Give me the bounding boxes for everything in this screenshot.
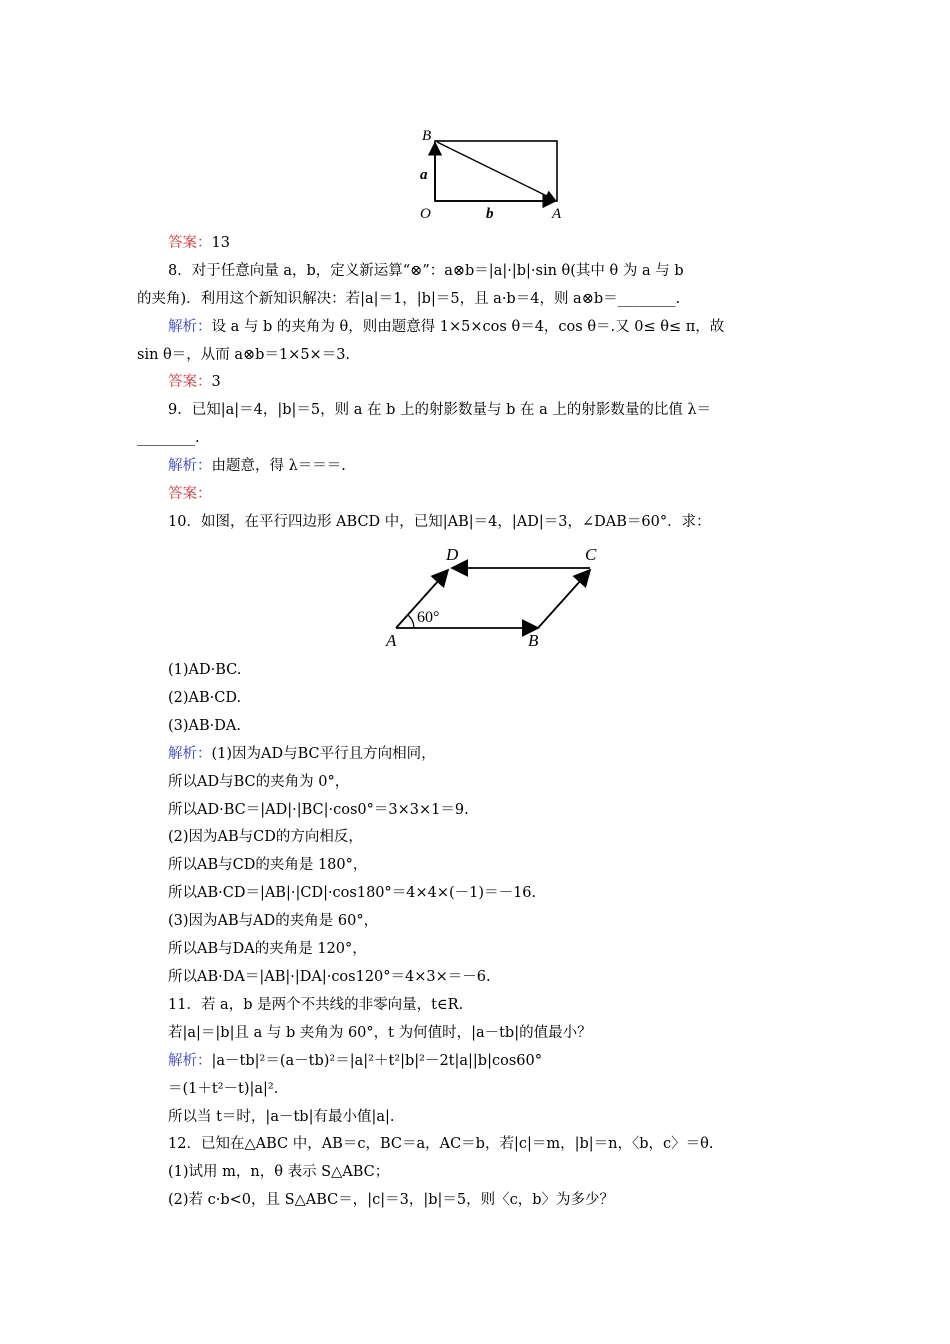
analysis-8-line-2: sin θ＝，从而 a⊗b＝1×5×＝3. [137, 347, 351, 363]
label-B: B [528, 631, 539, 650]
label-B: B [422, 128, 432, 144]
analysis-text: 由题意，得 λ＝＝＝. [211, 458, 346, 474]
vector-BC-arrow [538, 570, 590, 628]
analysis-10-line-3: 所以AD·BC＝|AD|·|BC|·cos0°＝3×3×1＝9. [168, 802, 469, 818]
analysis-label: 解析： [168, 1053, 212, 1069]
analysis-10-line-2: 所以AD与BC的夹角为 0°， [168, 774, 350, 790]
label-A: A [552, 206, 562, 222]
label-C: C [585, 545, 597, 564]
analysis-10-line-5: 所以AB与CD的夹角是 180°， [168, 857, 368, 873]
analysis-8-line-1 [168, 317, 724, 337]
figure-parallelogram [380, 540, 610, 655]
analysis-10-line-6: 所以AB·CD＝|AB|·|CD|·cos180°＝4×4×(－1)＝－16. [168, 885, 537, 901]
answer-line-8 [168, 372, 221, 392]
label-b: b [486, 206, 494, 222]
analysis-text: |a－tb|²＝(a－tb)²＝|a|²＋t²|b|²－2t|a||b|cos60° [211, 1053, 542, 1069]
question-9-line-1: 9．已知|a|＝4，|b|＝5，则 a 在 b 上的射影数量与 b 在 a 上的射影数量的比值 λ＝ [168, 402, 712, 418]
answer-text: 3 [211, 374, 221, 390]
analysis-11-line-1 [168, 1051, 542, 1071]
answer-label: 答案： [168, 486, 212, 502]
answer-line-9 [168, 484, 212, 504]
question-10-line: 10．如图，在平行四边形 ABCD 中，已知|AB|＝4，|AD|＝3，∠DAB＝60°．求： [168, 514, 711, 530]
analysis-text: 设 a 与 b 的夹角为 θ，则由题意得 1×5×cos θ＝4，cos θ＝.又 0≤ θ≤ π，故 [211, 319, 725, 335]
analysis-label: 解析： [168, 458, 212, 474]
question-8-line-1: 8．对于任意向量 a，b，定义新运算“⊗”：a⊗b＝|a|·|b|·sin θ(其中 θ 为 a 与 b [168, 263, 684, 279]
angle-label: 60° [417, 609, 440, 626]
question-10-part-1: (1)AD·BC. [168, 662, 242, 678]
analysis-label: 解析： [168, 746, 212, 762]
analysis-10-line-4: (2)因为AB与CD的方向相反， [168, 829, 363, 845]
question-12-part-1: (1)试用 m，n，θ 表示 S△ABC； [168, 1164, 390, 1180]
analysis-11-line-2: ＝(1＋t²－t)|a|². [168, 1081, 279, 1097]
analysis-9-line [168, 456, 346, 476]
analysis-10-line-9: 所以AB·DA＝|AB|·|DA|·cos120°＝4×3×＝－6. [168, 969, 491, 985]
question-11-line-1: 11．若 a，b 是两个不共线的非零向量，t∈R. [168, 997, 464, 1013]
analysis-label: 解析： [168, 319, 212, 335]
label-a: a [420, 167, 428, 183]
question-12-part-2: (2)若 c·b<0，且 S△ABC＝，|c|＝3，|b|＝5，则〈c，b〉为多少？ [168, 1192, 615, 1208]
question-12-line-1: 12．已知在△ABC 中，AB＝c，BC＝a，AC＝b，若|c|＝m，|b|＝n，〈b，c〉＝θ. [168, 1136, 714, 1152]
question-11-line-2: 若|a|＝|b|且 a 与 b 夹角为 60°，t 为何值时，|a－tb|的值最小？ [168, 1025, 592, 1041]
analysis-text: (1)因为AD与BC平行且方向相同， [211, 746, 436, 762]
question-10-part-3: (3)AB·DA. [168, 718, 241, 734]
question-9-line-2: ________. [137, 430, 200, 446]
label-O: O [420, 206, 431, 222]
answer-line-7 [168, 233, 230, 253]
question-10-part-2: (2)AB·CD. [168, 690, 242, 706]
answer-text: 13 [211, 235, 230, 251]
analysis-10-line-1 [168, 744, 436, 764]
label-D: D [446, 545, 459, 564]
analysis-10-line-8: 所以AB与DA的夹角是 120°， [168, 941, 367, 957]
analysis-11-line-3: 所以当 t＝时，|a－tb|有最小值|a|. [168, 1109, 395, 1125]
label-A: A [386, 631, 397, 650]
answer-label: 答案： [168, 235, 212, 251]
analysis-10-line-7: (3)因为AB与AD的夹角是 60°， [168, 913, 379, 929]
diagonal-arrow [437, 142, 555, 200]
answer-label: 答案： [168, 374, 212, 390]
question-8-line-2: 的夹角)．利用这个新知识解决：若|a|＝1，|b|＝5，且 a·b＝4，则 a⊗b＝________. [137, 291, 681, 307]
figure-rectangle-vectors [410, 125, 580, 225]
angle-arc [408, 615, 414, 628]
